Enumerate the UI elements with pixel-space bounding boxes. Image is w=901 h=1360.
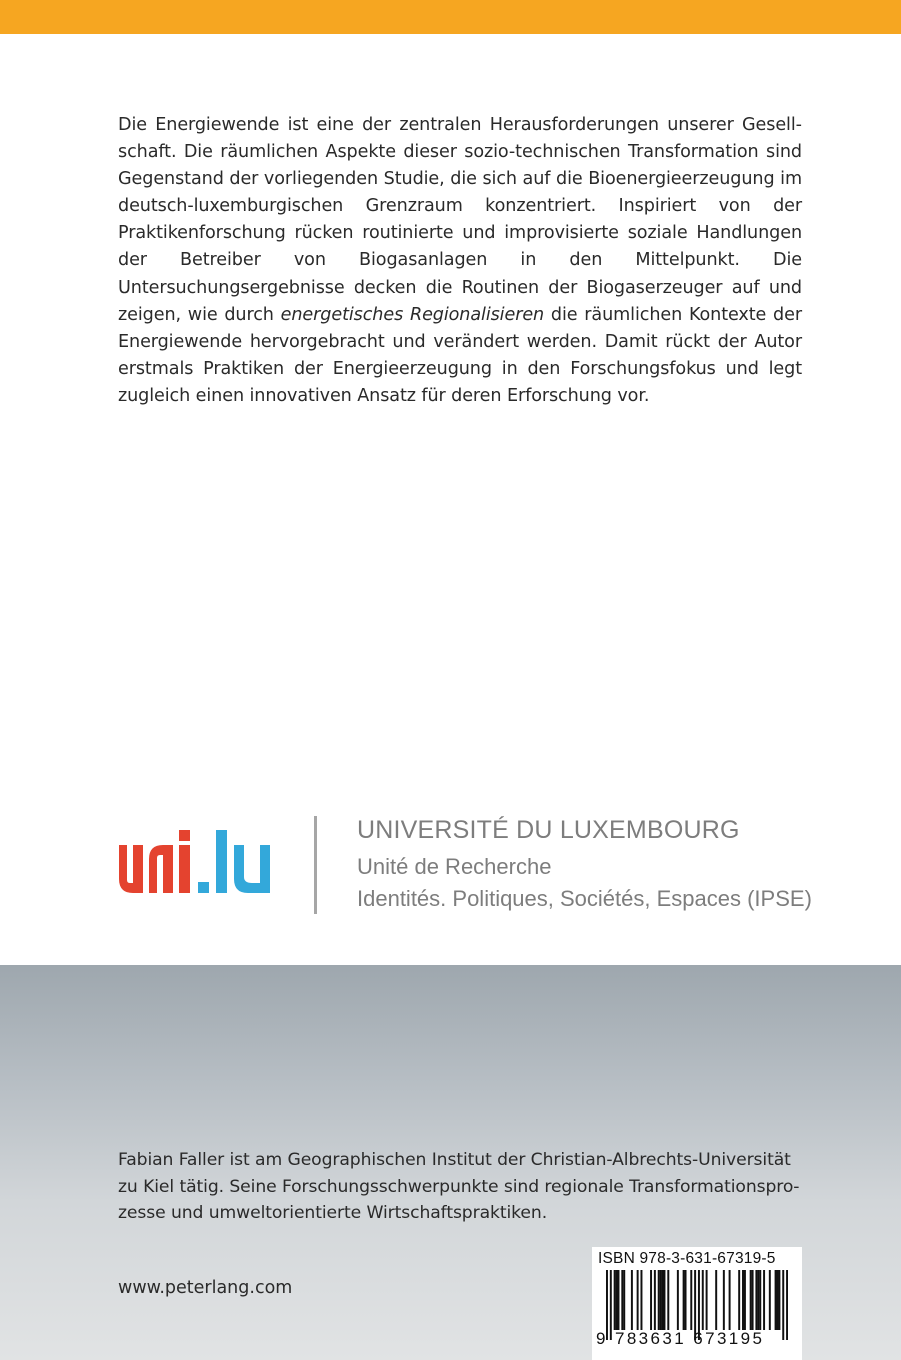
uni-lu-logo bbox=[116, 828, 278, 900]
top-accent-bar bbox=[0, 0, 901, 34]
barcode-bar bbox=[683, 1270, 685, 1330]
university-logo-block bbox=[116, 812, 816, 922]
research-unit: Unité de Recherche bbox=[357, 854, 552, 879]
barcode-bar bbox=[757, 1270, 759, 1330]
barcode-bar bbox=[623, 1270, 625, 1330]
barcode-bar bbox=[637, 1270, 639, 1330]
barcode-bar bbox=[778, 1270, 780, 1330]
isbn-barcode bbox=[592, 1247, 802, 1360]
barcode-bar bbox=[617, 1270, 619, 1330]
ean-digits: 9 783631 673195 bbox=[596, 1329, 765, 1348]
barcode-bar bbox=[662, 1270, 664, 1330]
barcode-bar bbox=[660, 1270, 662, 1330]
barcode-bar bbox=[650, 1270, 652, 1330]
barcode-bar bbox=[769, 1270, 771, 1330]
barcode-bar bbox=[742, 1270, 744, 1330]
logo-letter-n bbox=[149, 845, 173, 893]
barcode-bar bbox=[640, 1270, 642, 1330]
back-cover-blurb bbox=[118, 112, 802, 410]
publisher-website: www.peterlang.com bbox=[118, 1278, 293, 1298]
logo-letter-u-2 bbox=[234, 845, 270, 893]
barcode-bar bbox=[775, 1270, 777, 1330]
barcode-bar bbox=[738, 1270, 740, 1330]
barcode-bar bbox=[663, 1270, 665, 1330]
barcode-bar bbox=[658, 1270, 660, 1330]
barcode-bar bbox=[763, 1270, 765, 1330]
barcode-bar bbox=[706, 1270, 708, 1330]
barcode-bar bbox=[614, 1270, 616, 1330]
logo-period bbox=[198, 882, 209, 893]
author-note: Fabian Faller ist am Geographischen Institut der Christian-Albrechts-Universität zu Kiel tätig. Seine Forschungsschwerpunkte sind regionale Transformationsprozesse und umweltorientierte Wirtschaftspraktiken. bbox=[118, 1150, 800, 1223]
barcode-bar bbox=[702, 1270, 704, 1330]
university-name: UNIVERSITÉ DU LUXEMBOURG bbox=[357, 816, 740, 844]
barcode-bar bbox=[715, 1270, 717, 1330]
blurb-text-part2: die räumlichen Kontexte der Energiewende hervorgebracht und verändert werden. Damit rückt der Autor erstmals Praktiken der Energieerzeugung in den Forschungsfokus und legt zugleich einen innovativen Ansatz für deren Erforschung vor. bbox=[118, 304, 802, 406]
barcode-bar bbox=[654, 1270, 656, 1330]
barcode-bar bbox=[744, 1270, 746, 1330]
isbn-label: ISBN 978-3-631-67319-5 bbox=[598, 1250, 776, 1267]
logo-letter-i bbox=[179, 845, 190, 893]
barcode-bar bbox=[752, 1270, 754, 1330]
logo-letter-i-dot bbox=[179, 830, 190, 841]
barcode-bar bbox=[759, 1270, 761, 1330]
barcode-bar bbox=[631, 1270, 633, 1330]
barcode-bar bbox=[777, 1270, 779, 1330]
barcode-bar bbox=[667, 1270, 669, 1330]
logo-letter-l bbox=[216, 830, 227, 893]
barcode-bar bbox=[685, 1270, 687, 1330]
barcode-bar bbox=[621, 1270, 623, 1330]
logo-divider bbox=[314, 816, 317, 914]
barcode-bar bbox=[690, 1270, 692, 1330]
blurb-text-part1: Die Energiewende ist eine der zentralen Herausforderungen unserer Gesellschaft. Die räumlichen Aspekte dieser sozio-technischen Transformation sind Gegenstand der vorliegenden Studie, die sich auf die Bioenergieerzeugung im deutsch-luxemburgischen Grenzraum konzentriert. Inspiriert von der Praktikenforschung rücken routinierte und improvisierte soziale Handlungen der Betreiber von Biogasanlagen in den Mittelpunkt. Die Untersuchungsergebnisse decken die Routinen der Biogaserzeuger auf und zeigen, wie durch bbox=[118, 115, 802, 325]
barcode-bar bbox=[723, 1270, 725, 1330]
barcode-bar bbox=[755, 1270, 757, 1330]
research-unit-subtitle: Identités. Politiques, Sociétés, Espaces (IPSE) bbox=[357, 886, 812, 911]
barcode-bar bbox=[729, 1270, 731, 1330]
barcode-bar bbox=[616, 1270, 618, 1330]
logo-letter-u bbox=[119, 845, 143, 893]
barcode-bar bbox=[677, 1270, 679, 1330]
barcode-bar bbox=[750, 1270, 752, 1330]
blurb-emphasis: energetisches Regionalisieren bbox=[280, 304, 545, 325]
